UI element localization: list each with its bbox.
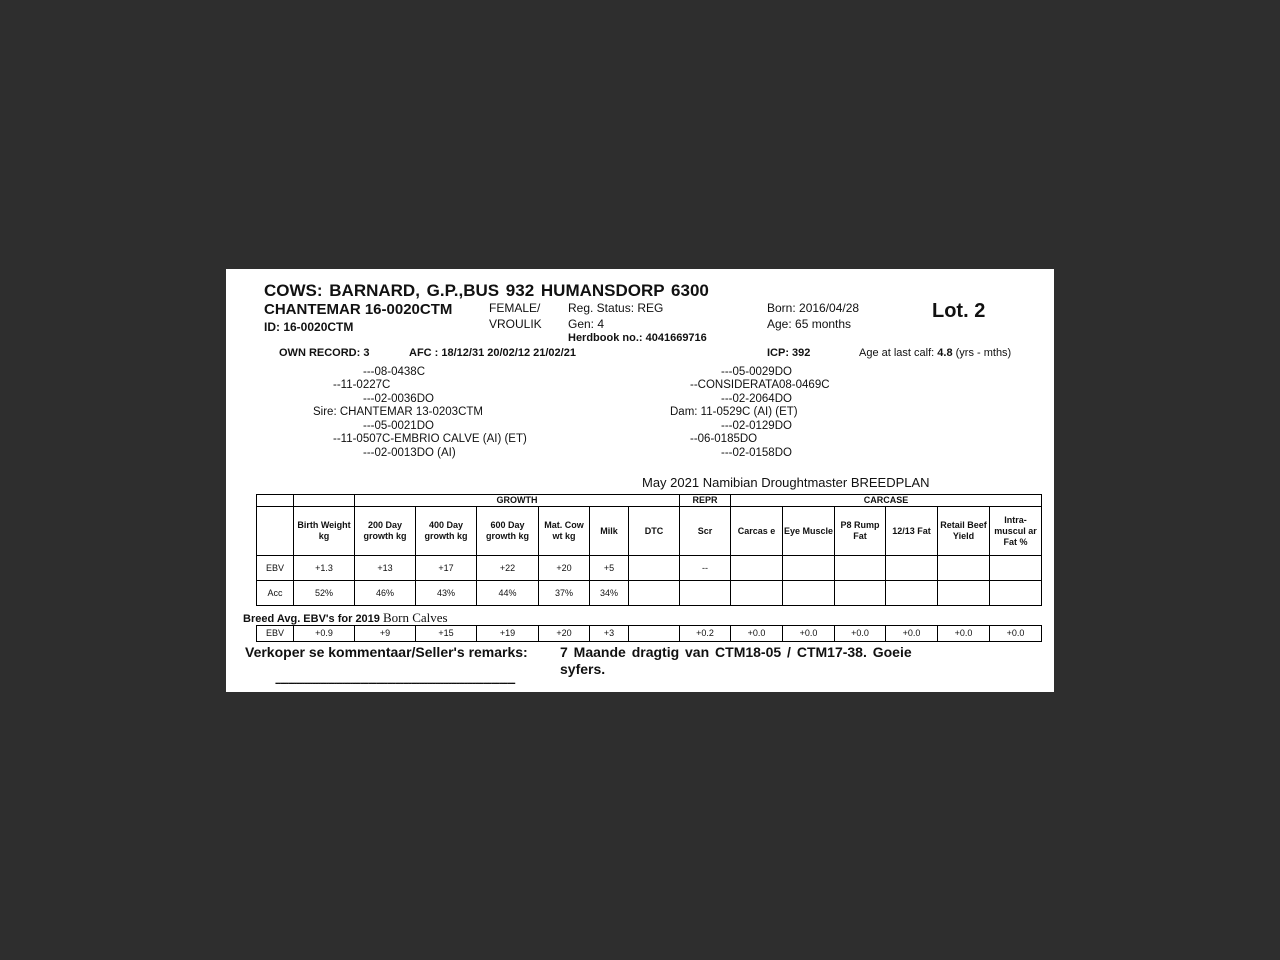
- sex-label: FEMALE/: [489, 301, 541, 315]
- table-cell: 34%: [590, 581, 629, 606]
- pedigree-dam-line: ---02-0129DO: [721, 420, 792, 432]
- table-cell: 43%: [416, 581, 477, 606]
- animal-name: CHANTEMAR 16-0020CTM: [264, 301, 453, 318]
- column-header-row: [257, 507, 1042, 556]
- table-cell: +0.2: [680, 626, 731, 642]
- table-cell: [835, 581, 886, 606]
- table-cell: +0.0: [783, 626, 835, 642]
- row-label: Acc: [257, 581, 294, 606]
- sale-catalogue-card: [226, 269, 1054, 692]
- pedigree-dam-line: --CONSIDERATA08-0469C: [690, 379, 830, 391]
- col-header: Milk: [590, 507, 629, 556]
- col-header: Carcas e: [731, 507, 783, 556]
- pedigree-sire-line: --11-0507C-EMBRIO CALVE (AI) (ET): [333, 433, 527, 445]
- table-cell: +0.0: [938, 626, 990, 642]
- table-cell: 37%: [539, 581, 590, 606]
- table-cell: +0.0: [990, 626, 1042, 642]
- col-header: Birth Weight kg: [294, 507, 355, 556]
- pedigree-sire-line: ---02-0013DO (AI): [363, 447, 456, 459]
- own-record: OWN RECORD: 3: [279, 347, 370, 359]
- col-header: Scr: [680, 507, 731, 556]
- breed-avg-label-bold: Breed Avg. EBV's for 2019: [243, 613, 383, 625]
- table-cell: [990, 581, 1042, 606]
- remarks-label: Verkoper se kommentaar/Seller's remarks:: [245, 644, 528, 660]
- table-cell: [629, 556, 680, 581]
- reg-status: Reg. Status: REG: [568, 301, 664, 315]
- animal-id: ID: 16-0020CTM: [264, 320, 354, 334]
- pedigree-sire: Sire: CHANTEMAR 13-0203CTM: [313, 406, 483, 418]
- remarks-text: 7 Maande dragtig van CTM18-05 / CTM17-38. Goeie: [560, 644, 912, 660]
- table-cell: [886, 581, 938, 606]
- group-carcase: CARCASE: [731, 495, 1042, 507]
- age-last-calf-value: 4.8: [937, 347, 953, 359]
- breedplan-title: May 2021 Namibian Droughtmaster BREEDPLAN: [642, 475, 930, 490]
- table-cell: [938, 581, 990, 606]
- pedigree-dam-line: --06-0185DO: [690, 433, 758, 445]
- table-row: [257, 556, 1042, 581]
- table-cell: +17: [416, 556, 477, 581]
- pedigree-dam-line: ---02-0158DO: [721, 447, 792, 459]
- table-cell: +0.9: [294, 626, 355, 642]
- col-header: Intra-muscul ar Fat %: [990, 507, 1042, 556]
- breed-avg-label: [243, 610, 448, 626]
- table-cell: +5: [590, 556, 629, 581]
- col-header: 400 Day growth kg: [416, 507, 477, 556]
- table-cell: +1.3: [294, 556, 355, 581]
- table-row: [257, 581, 1042, 606]
- herdbook-number: Herdbook no.: 4041669716: [568, 332, 707, 344]
- pedigree-sire-line: --11-0227C: [333, 379, 391, 391]
- generation: Gen: 4: [568, 317, 605, 331]
- table-cell: [629, 581, 680, 606]
- table-cell: +0.0: [835, 626, 886, 642]
- table-cell: +22: [477, 556, 539, 581]
- table-row: [257, 626, 1042, 642]
- col-header: 200 Day growth kg: [355, 507, 416, 556]
- table-cell: [783, 581, 835, 606]
- group-growth: GROWTH: [355, 495, 680, 507]
- age-last-calf: [859, 347, 1011, 359]
- col-header: 600 Day growth kg: [477, 507, 539, 556]
- table-cell: [629, 626, 680, 642]
- row-label: EBV: [257, 556, 294, 581]
- blank-cell: [257, 507, 294, 556]
- table-cell: +0.0: [731, 626, 783, 642]
- pedigree-dam-line: ---02-2064DO: [721, 393, 792, 405]
- blank-cell: [294, 495, 355, 507]
- blank-cell: [257, 495, 294, 507]
- table-cell: +9: [355, 626, 416, 642]
- pedigree-dam: Dam: 11-0529C (AI) (ET): [670, 406, 798, 418]
- group-header-row: [257, 495, 1042, 507]
- sex-label-afrikaans: VROULIK: [489, 317, 542, 331]
- table-cell: [835, 556, 886, 581]
- remarks-text-continued: syfers.: [560, 661, 606, 677]
- pedigree-dam-line: ---05-0029DO: [721, 366, 792, 378]
- table-cell: 52%: [294, 581, 355, 606]
- breed-avg-label-serif: Born Calves: [382, 610, 448, 625]
- table-cell: +19: [477, 626, 539, 642]
- table-cell: +0.0: [886, 626, 938, 642]
- table-cell: 46%: [355, 581, 416, 606]
- table-cell: +13: [355, 556, 416, 581]
- table-cell: +15: [416, 626, 477, 642]
- col-header: Mat. Cow wt kg: [539, 507, 590, 556]
- table-cell: 44%: [477, 581, 539, 606]
- afc-dates: AFC : 18/12/31 20/02/12 21/02/21: [409, 347, 576, 359]
- pedigree-sire-line: ---02-0036DO: [363, 393, 434, 405]
- table-cell: +3: [590, 626, 629, 642]
- table-cell: --: [680, 556, 731, 581]
- pedigree-sire-line: ---05-0021DO: [363, 420, 434, 432]
- table-cell: [783, 556, 835, 581]
- divider-dashes: ------------------------------------------------------------------------------------------: [275, 677, 515, 689]
- col-header: Eye Muscle: [783, 507, 835, 556]
- icp-value: ICP: 392: [767, 347, 811, 359]
- seller-title: COWS: BARNARD, G.P.,BUS 932 HUMANSDORP 6300: [264, 281, 709, 300]
- birth-date: Born: 2016/04/28: [767, 301, 860, 315]
- ebv-table: [256, 494, 1042, 606]
- table-cell: [886, 556, 938, 581]
- age-last-calf-label: Age at last calf:: [859, 347, 938, 359]
- row-label: EBV: [257, 626, 294, 642]
- table-cell: [731, 581, 783, 606]
- table-cell: [990, 556, 1042, 581]
- col-header: DTC: [629, 507, 680, 556]
- table-cell: [731, 556, 783, 581]
- col-header: 12/13 Fat: [886, 507, 938, 556]
- age-last-calf-unit: (yrs - mths): [952, 347, 1012, 359]
- col-header: P8 Rump Fat: [835, 507, 886, 556]
- col-header: Retail Beef Yield: [938, 507, 990, 556]
- table-cell: [938, 556, 990, 581]
- animal-age: Age: 65 months: [767, 317, 852, 331]
- table-cell: [680, 581, 731, 606]
- table-cell: +20: [539, 556, 590, 581]
- table-cell: +20: [539, 626, 590, 642]
- pedigree-sire-line: ---08-0438C: [363, 366, 425, 378]
- group-repr: REPR: [680, 495, 731, 507]
- breed-avg-table: [256, 625, 1042, 642]
- lot-number: Lot. 2: [932, 300, 986, 322]
